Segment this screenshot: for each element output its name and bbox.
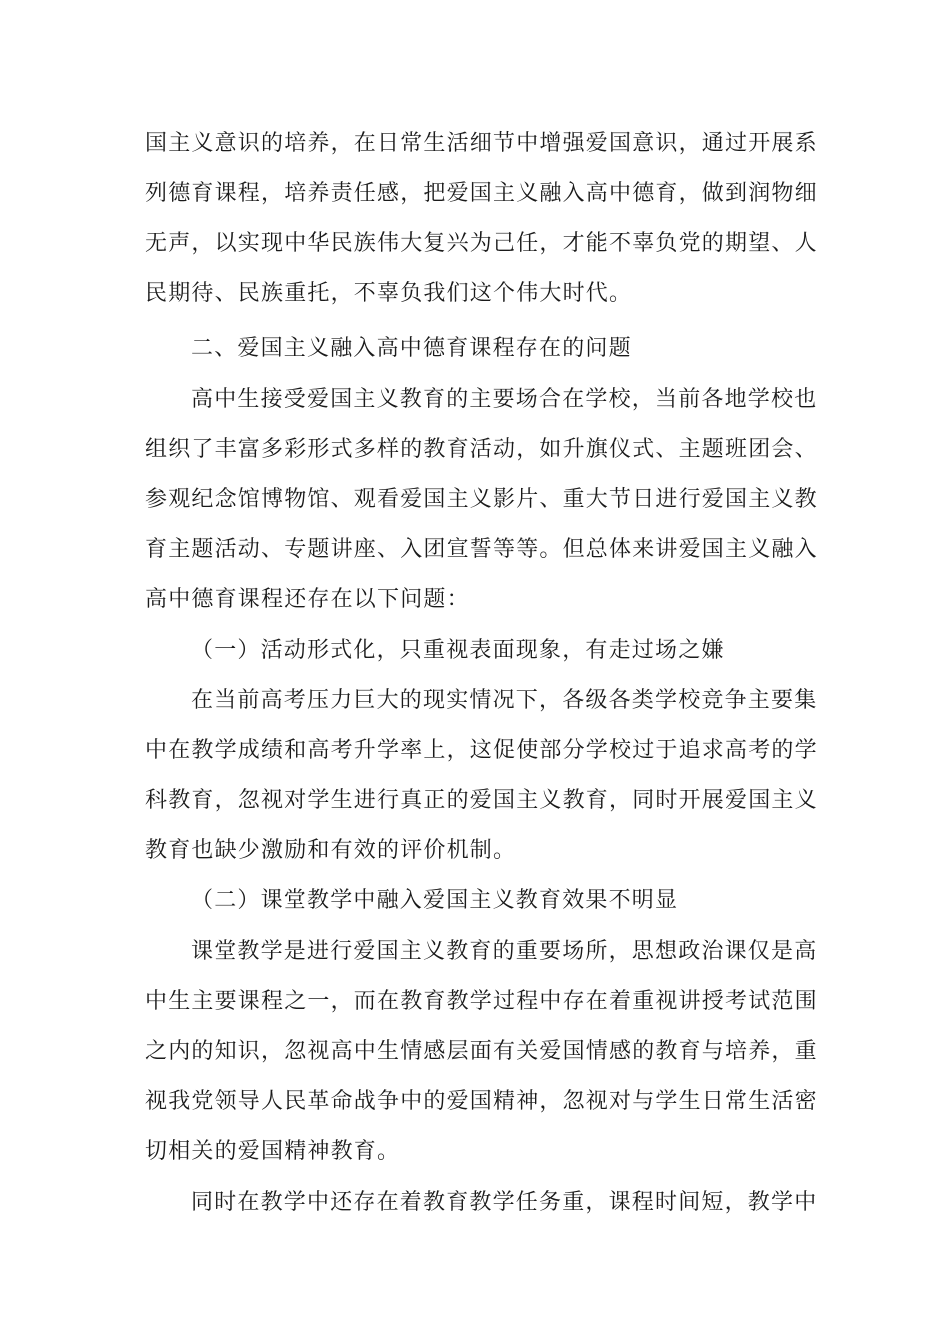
paragraph-line: 组织了丰富多彩形式多样的教育活动，如升旗仪式、主题班团会、 — [145, 437, 818, 462]
paragraph-line: 民期待、民族重托，不辜负我们这个伟大时代。 — [145, 281, 633, 306]
paragraph-line: 教育也缺少激励和有效的评价机制。 — [145, 838, 517, 863]
paragraph-line: 课堂教学是进行爱国主义教育的重要场所，思想政治课仅是高 — [191, 939, 818, 964]
subsection-heading: （二）课堂教学中融入爱国主义教育效果不明显 — [191, 888, 679, 913]
section-heading: 二、爱国主义融入高中德育课程存在的问题 — [191, 336, 632, 361]
paragraph-line: 视我党领导人民革命战争中的爱国精神，忽视对与学生日常生活密 — [145, 1089, 818, 1114]
paragraph-line: 切相关的爱国精神教育。 — [145, 1139, 401, 1164]
paragraph-line: 同时在教学中还存在着教育教学任务重，课程时间短，教学中 — [191, 1190, 818, 1215]
paragraph-line: 在当前高考压力巨大的现实情况下，各级各类学校竞争主要集 — [191, 688, 818, 713]
paragraph-line: 列德育课程，培养责任感，把爱国主义融入高中德育，做到润物细 — [145, 181, 818, 206]
paragraph-line: 高中生接受爱国主义教育的主要场合在学校，当前各地学校也 — [191, 387, 818, 412]
paragraph-line: 高中德育课程还存在以下问题： — [145, 587, 470, 612]
paragraph-line: 科教育，忽视对学生进行真正的爱国主义教育，同时开展爱国主义 — [145, 788, 818, 813]
paragraph-line: 育主题活动、专题讲座、入团宣誓等等。但总体来讲爱国主义融入 — [145, 537, 818, 562]
paragraph-line: 国主义意识的培养，在日常生活细节中增强爱国意识，通过开展系 — [145, 131, 818, 156]
paragraph-line: 之内的知识，忽视高中生情感层面有关爱国情感的教育与培养，重 — [145, 1039, 818, 1064]
subsection-heading: （一）活动形式化，只重视表面现象，有走过场之嫌 — [191, 638, 725, 663]
paragraph-line: 中在教学成绩和高考升学率上，这促使部分学校过于追求高考的学 — [145, 738, 818, 763]
paragraph-line: 无声，以实现中华民族伟大复兴为己任，才能不辜负党的期望、人 — [145, 231, 818, 256]
paragraph-line: 中生主要课程之一，而在教育教学过程中存在着重视讲授考试范围 — [145, 989, 818, 1014]
paragraph-line: 参观纪念馆博物馆、观看爱国主义影片、重大节日进行爱国主义教 — [145, 487, 818, 512]
